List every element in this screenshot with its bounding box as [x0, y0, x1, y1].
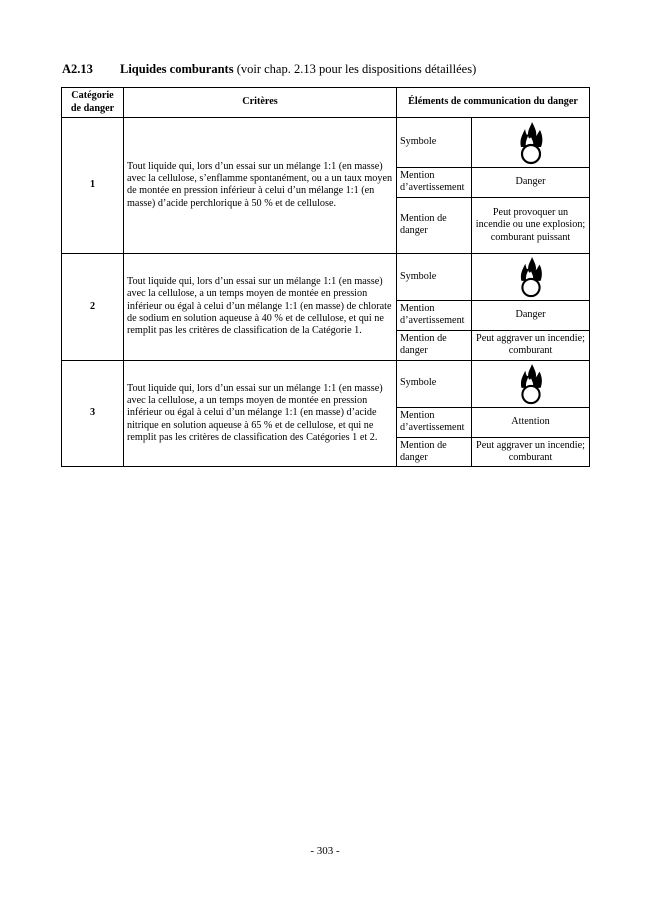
category-cell: 1: [62, 118, 124, 254]
symbol-label: Symbole: [397, 253, 472, 300]
flame-over-circle-icon: [514, 121, 548, 165]
table-row: [62, 360, 590, 407]
hazard-statement-value: Peut provoquer un incendie ou une explosion; comburant puissant: [472, 197, 590, 253]
signal-word-value: Danger: [472, 300, 590, 330]
criteria-cell: Tout liquide qui, lors d’un essai sur un mélange 1:1 (en masse) avec la cellulose, a un temps moyen de montée en pression inférieur ou égal à celui d’un mélange 1:1 (en masse) de chlorate de sodium en solution aqueuse à 40 % et de cellulose, et qui ne remplit pas les critères de classification de la Catégorie 1.: [124, 253, 397, 360]
symbol-label: Symbole: [397, 360, 472, 407]
signal-word-label: Mention d’avertissement: [397, 407, 472, 437]
section-number: A2.13: [62, 62, 93, 76]
symbol-cell: [472, 253, 590, 300]
hazard-statement-value: Peut aggraver un incendie; comburant: [472, 330, 590, 360]
category-cell: 3: [62, 360, 124, 467]
flame-over-circle-icon: [514, 363, 548, 405]
header-criteria: Critères: [124, 88, 397, 118]
hazard-statement-label: Mention de danger: [397, 197, 472, 253]
header-elements: Éléments de communication du danger: [397, 88, 590, 118]
header-row: [62, 88, 590, 118]
section-title: Liquides comburants: [120, 62, 234, 76]
symbol-label: Symbole: [397, 118, 472, 168]
criteria-cell: Tout liquide qui, lors d’un essai sur un mélange 1:1 (en masse) avec la cellulose, s’enflamme spontanément, ou a un taux moyen de montée en pression inférieur à celui d’un mélange 1:1 (en masse) d’acide perchlorique à 50 % et de cellulose.: [124, 118, 397, 254]
hazard-statement-value: Peut aggraver un incendie; comburant: [472, 437, 590, 467]
table-row: [62, 253, 590, 300]
signal-word-value: Danger: [472, 168, 590, 198]
header-category: Catégorie de danger: [62, 88, 124, 118]
hazard-statement-label: Mention de danger: [397, 437, 472, 467]
section-heading: [62, 62, 476, 77]
signal-word-label: Mention d’avertissement: [397, 168, 472, 198]
signal-word-label: Mention d’avertissement: [397, 300, 472, 330]
flame-over-circle-icon: [514, 256, 548, 298]
classification-table: [61, 87, 590, 467]
symbol-cell: [472, 360, 590, 407]
table-row: [62, 118, 590, 168]
page-number: - 303 -: [310, 845, 340, 857]
criteria-cell: Tout liquide qui, lors d’un essai sur un mélange 1:1 (en masse) avec la cellulose, a un temps moyen de montée en pression inférieur ou égal à celui d’un mélange 1:1 (en masse) d’acide nitrique en solution aqueuse à 65 % et de cellulose, et qui ne remplit pas les critères de classification des Catégories 1 et 2.: [124, 360, 397, 467]
hazard-statement-label: Mention de danger: [397, 330, 472, 360]
symbol-cell: [472, 118, 590, 168]
section-note: (voir chap. 2.13 pour les dispositions détaillées): [233, 62, 477, 76]
category-cell: 2: [62, 253, 124, 360]
signal-word-value: Attention: [472, 407, 590, 437]
